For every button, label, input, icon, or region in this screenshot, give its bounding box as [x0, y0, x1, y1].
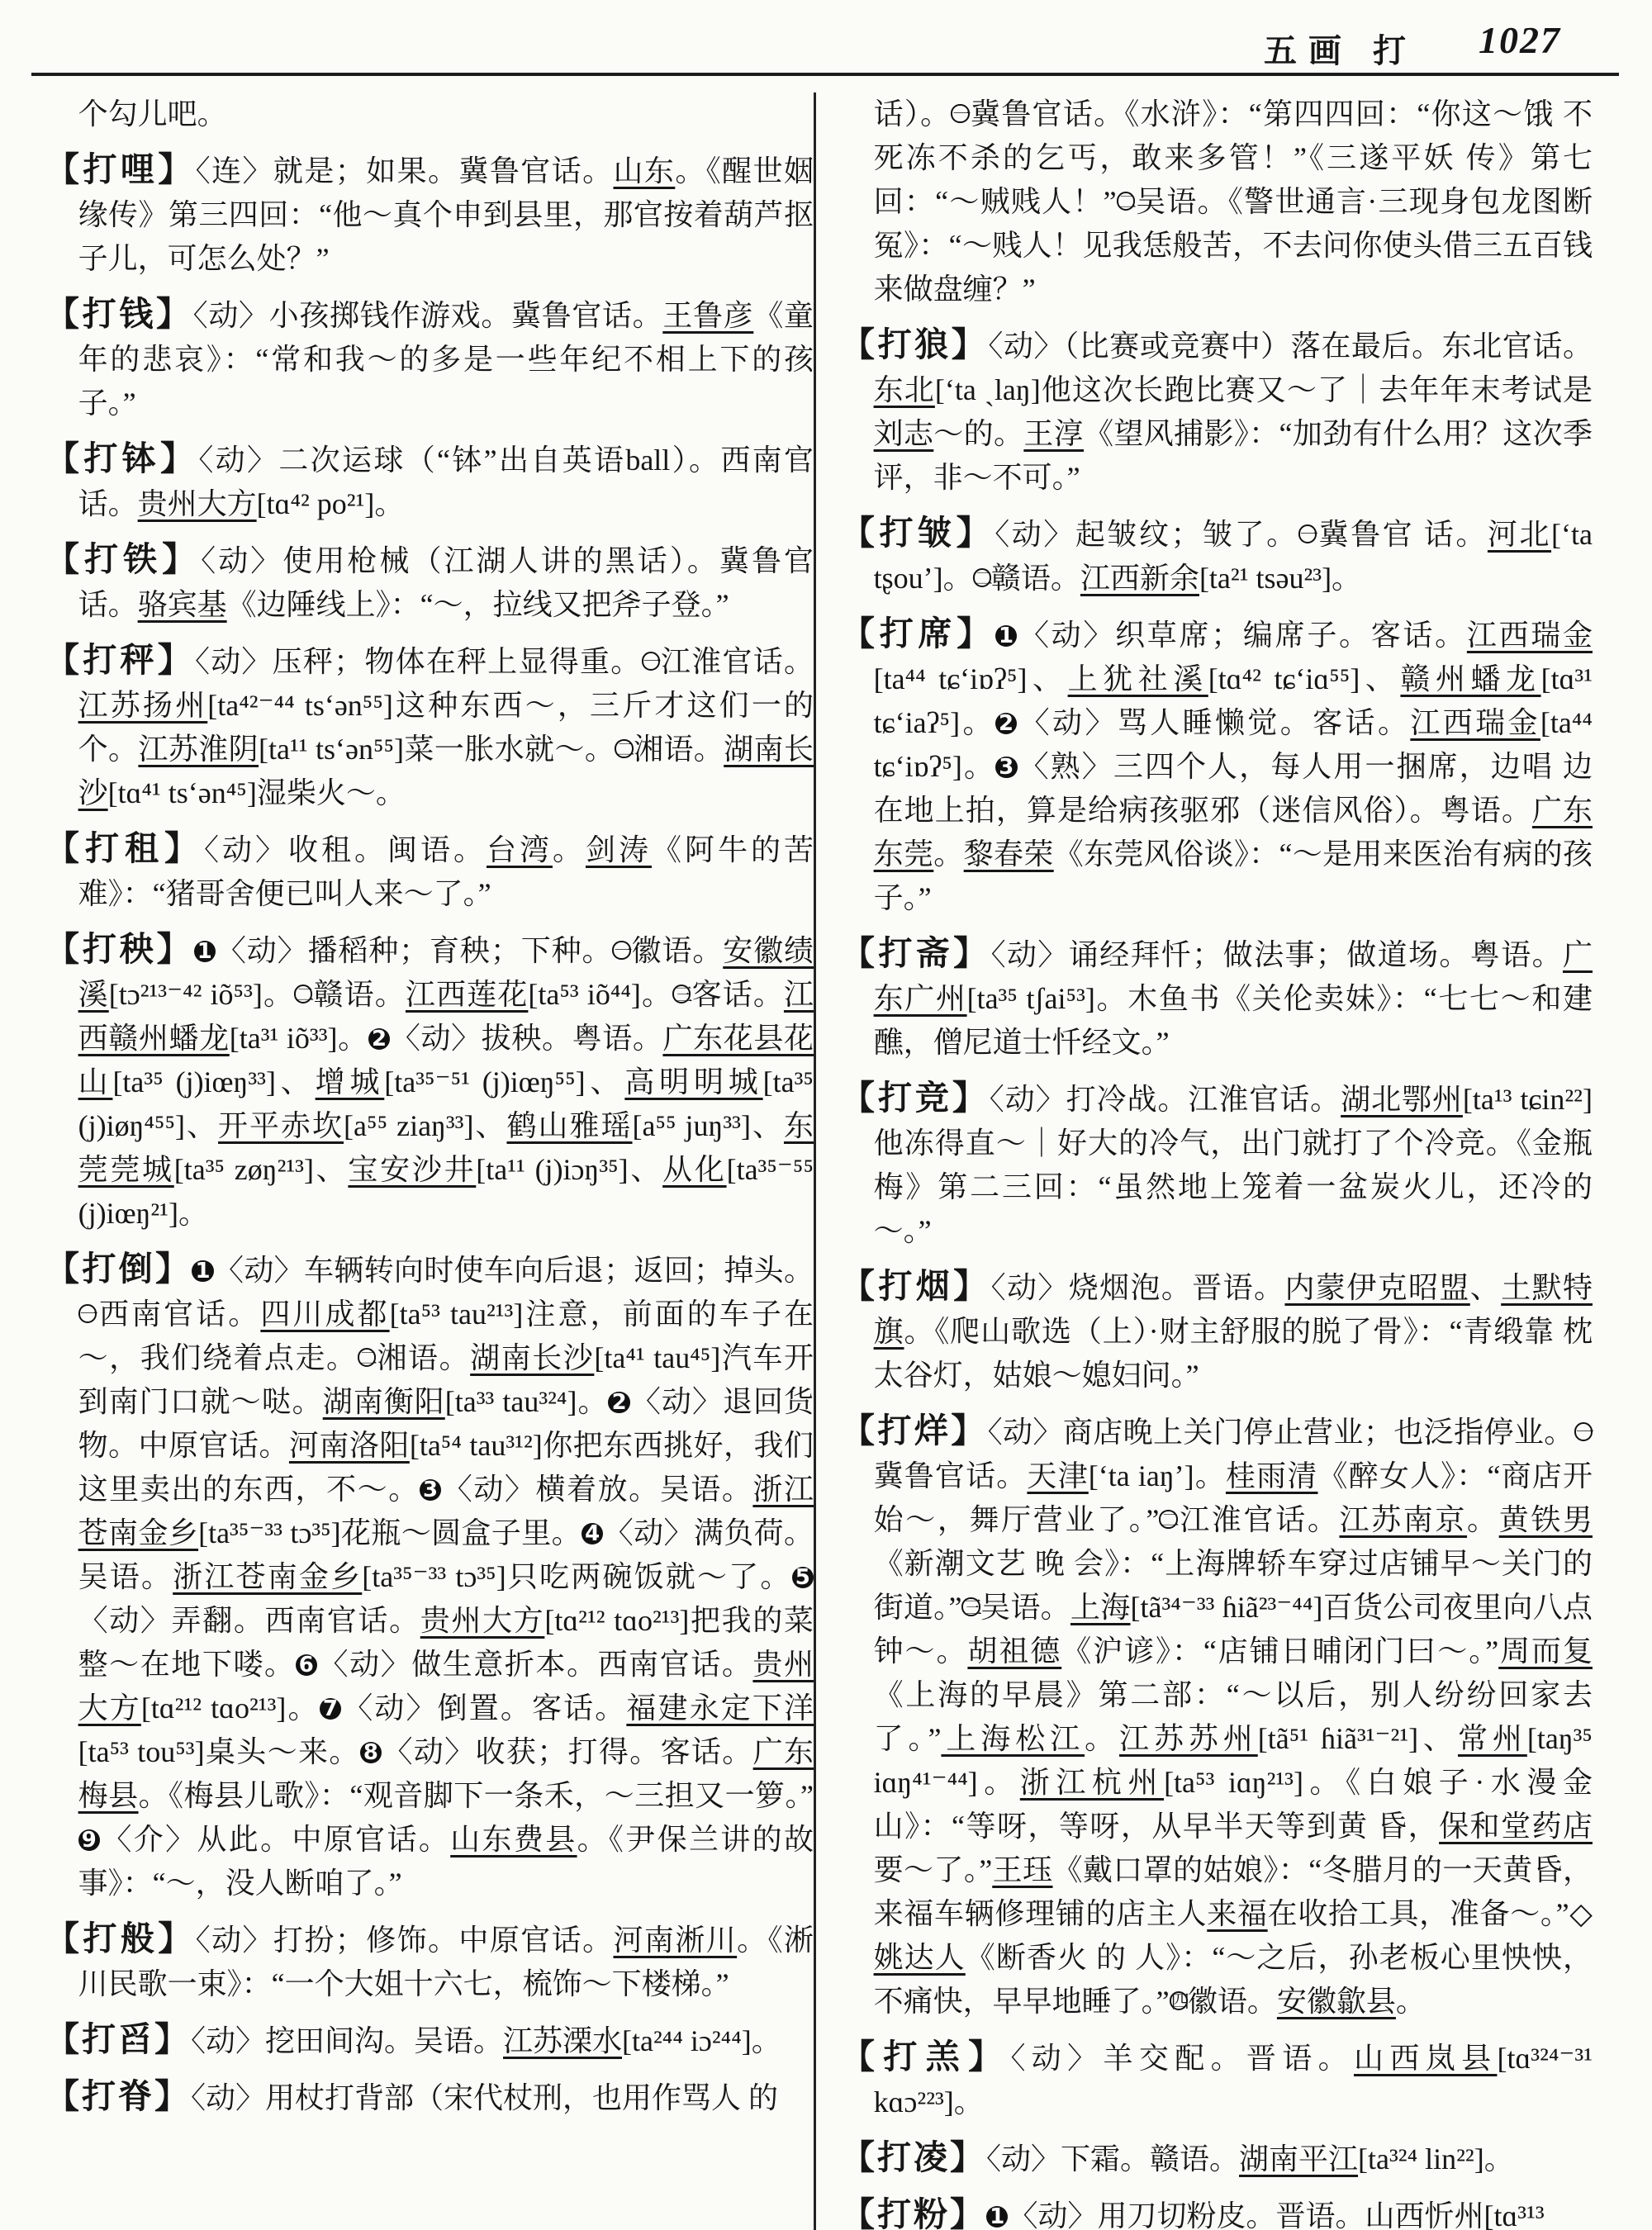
section-title: 五画 打	[1264, 32, 1417, 69]
proper-noun-mark: 江苏扬州	[78, 689, 208, 722]
dictionary-entry: 【打秤】〈动〉压秤；物体在秤上显得重。一江淮官话。江苏扬州[ta⁴²⁻⁴⁴ tsʻən⁵⁵]这种东西～，三斤才这们一的个。江苏淮阴[ta¹¹ tsʻən⁵⁵]菜一胀水就～。二湘语。湖南长沙[tɑ⁴¹ tsʻən⁴⁵]湿柴火～。	[45, 641, 814, 809]
sense-number-badge: 2	[608, 1392, 629, 1413]
left-column	[45, 93, 814, 2230]
proper-noun-mark: 江西瑞金	[1410, 706, 1540, 739]
proper-noun-mark: 赣州蟠龙	[1400, 662, 1541, 695]
proper-noun-mark: 上犹社溪	[1067, 662, 1208, 695]
entry-headword: 【打烟】	[841, 1267, 991, 1305]
proper-noun-mark: 山东费县	[450, 1823, 577, 1856]
proper-noun-mark: 东北	[873, 373, 935, 406]
proper-noun-mark: 台湾	[486, 833, 553, 866]
proper-noun-mark: 贵州大方	[78, 1648, 814, 1725]
proper-noun-mark: 胡祖德	[967, 1635, 1062, 1668]
proper-noun-mark: 剑涛	[585, 833, 652, 866]
sense-number-badge: 5	[792, 1567, 814, 1588]
proper-noun-mark: 内蒙伊克昭盟	[1284, 1271, 1470, 1304]
dialect-division-badge: 三	[674, 985, 693, 1006]
continuation-text: 个勾儿吧。	[78, 97, 227, 130]
entry-headword: 【打租】	[45, 829, 204, 867]
proper-noun-mark: 宝安沙井	[348, 1153, 477, 1186]
dictionary-entry: 【打烟】〈动〉烧烟泡。晋语。内蒙伊克昭盟、土默特旗。《爬山歌选（上）·财主舒服的脱了骨》：“青缎靠 枕 太谷灯，姑娘～媳妇问。”	[841, 1267, 1593, 1392]
dictionary-entry: 【打哩】〈连〉就是；如果。冀鲁官话。山东。《醒世姻缘传》第三四回：“他～真个申到县里，那官按着葫芦抠子儿，可怎么处？”	[45, 150, 814, 275]
sense-number-badge: 9	[78, 1829, 100, 1851]
proper-noun-mark: 湖南长沙	[78, 733, 814, 809]
dictionary-entry: 【打钵】〈动〉二次运球（“钵”出自英语ball）。西南官话。贵州大方[tɑ⁴² po²¹]。	[45, 439, 814, 520]
dialect-division-badge: 四	[1170, 1991, 1189, 2013]
proper-noun-mark: 周而复	[1498, 1635, 1593, 1668]
dialect-division-badge: 二	[358, 1348, 377, 1369]
proper-noun-mark: 河南洛阳	[288, 1429, 410, 1462]
proper-noun-mark: 来福	[1207, 1897, 1268, 1930]
dialect-division-badge: 一	[614, 941, 633, 962]
proper-noun-mark: 贵州大方	[420, 1604, 545, 1637]
proper-noun-mark: 王珏	[992, 1853, 1053, 1886]
entry-headword: 【打竞】	[841, 1079, 990, 1117]
dialect-division-badge: 一	[952, 104, 971, 126]
proper-noun-mark: 上海松江	[941, 1722, 1085, 1755]
sense-number-badge: 8	[360, 1742, 382, 1763]
text-columns	[45, 93, 1619, 2230]
dialect-division-badge: 二	[296, 985, 315, 1006]
entry-headword: 【打秤】	[45, 641, 195, 679]
dialect-division-badge: 三	[963, 1597, 982, 1619]
proper-noun-mark: 常州	[1457, 1722, 1527, 1755]
proper-noun-mark: 江苏苏州	[1119, 1722, 1258, 1755]
sense-number-badge: 2	[368, 1028, 390, 1050]
proper-noun-mark: 贵州大方	[137, 487, 257, 520]
entry-headword: 【打席】	[841, 614, 995, 652]
proper-noun-mark: 江苏南京	[1339, 1503, 1468, 1536]
proper-noun-mark: 姚达人	[873, 1941, 966, 1974]
sense-number-badge: 7	[320, 1698, 341, 1720]
proper-noun-mark: 江西赣州蟠龙	[78, 978, 814, 1055]
continuation-text: 话）。一冀鲁官话。《水浒》：“第四四回：“你这～饿 不死冻不杀的乞丐，敢来多管！”《三遂平妖 传》第七 回：“～贼贱人！”二吴语。《警世通言·三现身包龙图断冤》：“～贱人！见我恁般苦，不去问你使头借三五百钱来做盘缠？”	[873, 97, 1593, 306]
dictionary-entry: 【打铁】〈动〉使用枪械（江湖人讲的黑话）。冀鲁官话。骆宾基《边陲线上》：“～，拉线又把斧子登。”	[45, 540, 814, 621]
dictionary-entry: 【打脊】〈动〉用杖打背部（宋代杖刑，也用作骂人 的	[45, 2077, 779, 2115]
dictionary-entry: 【打般】〈动〉打扮；修饰。中原官话。河南淅川。《淅川民歌一束》：“一个大姐十六七，梳饰～下楼梯。”	[45, 1919, 814, 2000]
dictionary-entry: 【打狼】〈动〉（比赛或竞赛中）落在最后。东北官话。东北[ʻta ˏlaŋ]他这次长跑比赛又～了｜去年年末考试是刘志～的。王淳《望风捕影》：“加劲有什么用？这次季评，非～不可。”	[841, 325, 1593, 494]
proper-noun-mark: 山东	[613, 154, 676, 187]
sense-number-badge: 1	[986, 2206, 1008, 2228]
right-column	[814, 93, 1593, 2230]
sense-number-badge: 4	[582, 1523, 603, 1544]
proper-noun-mark: 湖南长沙	[470, 1341, 595, 1374]
dialect-division-badge: 二	[1161, 1510, 1180, 1531]
proper-noun-mark: 开平赤坎	[218, 1109, 344, 1142]
dictionary-entry: 【打粉】 1 〈动〉用刀切粉皮。晋语。山西忻州[tɑ³¹³	[841, 2193, 1593, 2230]
header-rule	[31, 73, 1619, 76]
proper-noun-mark: 江西新余	[1080, 562, 1199, 595]
proper-noun-mark: 江苏溧水	[503, 2024, 623, 2057]
dictionary-entry: 【打皱】〈动〉起皱纹；皱了。一冀鲁官 话。河北[ʻta tʂouʼ]。二赣语。江西新余[ta²¹ tsəu²³]。	[841, 514, 1593, 595]
proper-noun-mark: 河北	[1487, 518, 1552, 551]
proper-noun-mark: 山西岚县	[1354, 2042, 1498, 2075]
dictionary-entry: 【打舀】〈动〉挖田间沟。吴语。江苏溧水[ta²⁴⁴ iɔ²⁴⁴]。	[45, 2020, 781, 2058]
dialect-division-badge: 二	[974, 568, 993, 590]
proper-noun-mark: 浙江苍南金乡	[173, 1560, 363, 1593]
proper-noun-mark: 浙江苍南金乡	[78, 1473, 814, 1549]
proper-noun-mark: 刘志	[873, 417, 934, 450]
entry-headword: 【打狼】	[841, 325, 989, 363]
dictionary-entry: 【打席】 1 〈动〉织草席；编席子。客话。江西瑞金[ta⁴⁴ tɕʻiɒʔ⁵]、上犹社溪[tɑ⁴² tɕʻiɑ⁵⁵]、赣州蟠龙[tɑ³¹ tɕʻiaʔ⁵]。 2 〈动〉骂人睡懒觉。客话。江西瑞金[ta⁴⁴ tɕʻiɒʔ⁵]。 3 〈熟〉三四个人，每人用一捆席，边唱 边 在地上拍，算是给病孩驱邪（迷信风俗）。粤语。广东东莞。黎春荣《东莞风俗谈》：“～是用来医治有病的孩子。”	[841, 614, 1593, 914]
proper-noun-mark: 江苏淮阴	[138, 733, 259, 766]
dialect-division-badge: 一	[79, 1304, 98, 1326]
dictionary-entry: 【打钱】〈动〉小孩掷钱作游戏。冀鲁官话。王鲁彦《童年的悲哀》：“常和我～的多是一些年纪不相上下的孩子。”	[45, 295, 814, 420]
proper-noun-mark: 桂雨清	[1225, 1459, 1318, 1492]
dialect-division-badge: 一	[643, 652, 662, 673]
proper-noun-mark: 江西莲花	[405, 978, 529, 1011]
proper-noun-mark: 鹤山雅瑶	[506, 1109, 633, 1142]
entry-headword: 【打烊】	[841, 1412, 988, 1450]
entry-headword: 【打钵】	[45, 439, 199, 477]
page-header	[0, 12, 1619, 69]
proper-noun-mark: 广东花县花山	[78, 1022, 814, 1098]
proper-noun-mark: 广东广州	[873, 938, 1593, 1015]
proper-noun-mark: 安徽绩溪	[78, 934, 814, 1011]
dictionary-entry: 【打秧】 1 〈动〉播稻种；育秧；下种。一徽语。安徽绩溪[tɔ²¹³⁻⁴² iõ⁵³]。二赣语。江西莲花[ta⁵³ iõ⁴⁴]。三客话。江西赣州蟠龙[ta³¹ iõ³³]。 2 〈动〉拔秧。粤语。广东花县花山[ta³⁵ (j)iœŋ³³]、增城[ta³⁵⁻⁵¹ (j)iœŋ⁵⁵]、高明明城[ta³⁵ (j)iøŋ⁴⁵⁵]、开平赤坎[a⁵⁵ ziaŋ³³]、鹤山雅瑶[a⁵⁵ juŋ³³]、东莞莞城[ta³⁵ zøŋ²¹³]、宝安沙井[ta¹¹ (j)iɔŋ³⁵]、从化[ta³⁵⁻⁵⁵ (j)iœŋ²¹]。	[45, 930, 814, 1230]
page-number: 1027	[1479, 19, 1561, 61]
sense-number-badge: 6	[296, 1654, 317, 1676]
entry-headword: 【打粉】	[841, 2195, 986, 2230]
proper-noun-mark: 黎春荣	[963, 837, 1054, 871]
proper-noun-mark: 土默特旗	[873, 1271, 1593, 1348]
dictionary-entry: 【打斋】〈动〉诵经拜忏；做法事；做道场。粤语。广东广州[ta³⁵ tʃai⁵³]。木鱼书《关伦卖妹》：“七七～和建醮，僧尼道士忏经文。”	[841, 934, 1593, 1059]
sense-number-badge: 3	[995, 757, 1017, 778]
sense-number-badge: 3	[420, 1479, 441, 1501]
proper-noun-mark: 湖南衡阳	[322, 1385, 445, 1418]
proper-noun-mark: 高明明城	[624, 1065, 763, 1098]
proper-noun-mark: 上海	[1070, 1591, 1131, 1624]
proper-noun-mark: 浙江杭州	[1019, 1766, 1165, 1799]
proper-noun-mark: 骆宾基	[137, 588, 227, 621]
proper-noun-mark: 天津	[1027, 1459, 1089, 1492]
entry-headword: 【打凌】	[841, 2138, 986, 2176]
entry-headword: 【打斋】	[841, 934, 991, 972]
proper-noun-mark: 江西瑞金	[1466, 619, 1593, 652]
entry-headword: 【打钱】	[45, 295, 193, 333]
proper-noun-mark: 王鲁彦	[662, 299, 754, 332]
proper-noun-mark: 湖北鄂州	[1341, 1083, 1463, 1116]
dialect-division-badge: 一	[1575, 1422, 1594, 1444]
entry-headword: 【打皱】	[841, 514, 995, 552]
dictionary-entry: 【打烊】〈动〉商店晚上关门停止营业；也泛指停业。一冀鲁官话。天津[ʻta iaŋʼ]。桂雨清《醉女人》：“商店开始～，舞厅营业了。”二江淮官话。江苏南京。黄铁男《新潮文艺 晚 会》：“上海牌轿车穿过店铺早～关门的街道。”三吴语。上海[tã³⁴⁻³³ ɦiã²³⁻⁴⁴]百货公司夜里向八点钟～。胡祖德《沪谚》：“店铺日晡闭门曰～。”周而复《上海的早晨》第二部：“～以后，别人纷纷回家去了。”上海松江。江苏苏州[tã⁵¹ ɦiã³¹⁻²¹]、常州[taŋ³⁵ iɑŋ⁴¹⁻⁴⁴]。浙江杭州[ta⁵³ iɑŋ²¹³]。《白娘子·水漫金山》：“等呀，等呀，从早半天等到黄 昏，保和堂药店要～了。”王珏《戴口罩的姑娘》：“冬腊月的一天黄昏，来福车辆修理铺的店主人来福在收拾工具，准备～。”◇姚达人《断香火 的 人》：“～之后，孙老板心里怏怏，不痛快，早早地睡了。”四徽语。安徽歙县。	[841, 1412, 1594, 2018]
dialect-division-badge: 二	[616, 739, 635, 761]
dictionary-entry: 【打租】〈动〉收租。闽语。台湾。剑涛《阿牛的苦难》：“猪哥舍便已叫人来～了。”	[45, 829, 814, 910]
sense-number-badge: 1	[995, 625, 1017, 647]
proper-noun-mark: 王淳	[1023, 417, 1085, 450]
proper-noun-mark: 山西忻州	[1365, 2199, 1484, 2230]
sense-number-badge: 1	[194, 941, 216, 962]
sense-number-badge: 2	[995, 713, 1017, 734]
proper-noun-mark: 湖南平江	[1239, 2142, 1359, 2175]
proper-noun-mark: 保和堂药店	[1439, 1810, 1593, 1843]
proper-noun-mark: 河南淅川	[613, 1924, 738, 1957]
dictionary-entry: 【打倒】 1 〈动〉车辆转向时使车向后退；返回；掉头。一西南官话。四川成都[ta⁵³ tau²¹³]注意，前面的车子在～，我们绕着点走。二湘语。湖南长沙[ta⁴¹ tau⁴⁵]汽车开到南门口就～哒。湖南衡阳[ta³³ tau³²⁴]。 2 〈动〉退回货物。中原官话。河南洛阳[ta⁵⁴ tau³¹²]你把东西挑好，我们这里卖出的东西，不～。 3 〈动〉横着放。吴语。浙江苍南金乡[ta³⁵⁻³³ tɔ³⁵]花瓶～圆盒子里。 4 〈动〉满负荷。吴语。浙江苍南金乡[ta³⁵⁻³³ tɔ³⁵]只吃两碗饭就～了。 5〈动〉弄翻。西南官话。贵州大方[tɑ²¹² tɑo²¹³]把我的菜整～在地下喽。 6 〈动〉做生意折本。西南官话。贵州大方[tɑ²¹² tɑo²¹³]。 7 〈动〉倒置。客话。福建永定下洋[ta⁵³ tou⁵³]桌头～来。 8 〈动〉收获；打得。客话。广东梅县。《梅县儿歌》：“观音脚下一条禾，～三担又一箩。”9 〈介〉从此。中原官话。山东费县。《尹保兰讲的故事》：“～，没人断咱了。”	[45, 1250, 814, 1900]
dictionary-entry: 【打竞】〈动〉打冷战。江淮官话。湖北鄂州[ta¹³ tɕin²²]他冻得直～｜好大的冷气，出门就打了个冷竞。《金瓶梅》第二三回：“虽然地上笼着一盆炭火儿，还冷的～。”	[841, 1079, 1593, 1247]
dialect-division-badge: 二	[1118, 192, 1137, 213]
dialect-division-badge: 一	[1299, 524, 1319, 546]
entry-headword: 【打般】	[45, 1919, 196, 1957]
entry-headword: 【打羔】	[841, 2038, 1011, 2076]
entry-headword: 【打舀】	[45, 2020, 191, 2058]
proper-noun-mark: 从化	[662, 1153, 727, 1186]
proper-noun-mark: 安徽歙县	[1276, 1985, 1396, 2018]
proper-noun-mark: 四川成都	[260, 1298, 390, 1331]
dictionary-entry: 【打凌】〈动〉下霜。赣语。湖南平江[ta³²⁴ lin²²]。	[841, 2138, 1514, 2176]
proper-noun-mark: 东莞莞城	[78, 1109, 814, 1186]
proper-noun-mark: 黄铁男	[1498, 1503, 1593, 1536]
proper-noun-mark: 广东东莞	[873, 794, 1593, 871]
proper-noun-mark: 广东梅县	[78, 1735, 814, 1812]
entry-headword: 【打铁】	[45, 540, 202, 578]
entry-headword: 【打秧】	[45, 930, 194, 968]
entry-headword: 【打倒】	[45, 1250, 192, 1288]
dictionary-entry: 【打羔】〈动〉羊交配。晋语。山西岚县[tɑ³²⁴⁻³¹ kɑɔ²²³]。	[841, 2038, 1593, 2118]
entry-headword: 【打哩】	[45, 150, 196, 188]
sense-number-badge: 1	[192, 1260, 213, 1282]
entry-headword: 【打脊】	[45, 2077, 191, 2115]
proper-noun-mark: 福建永定下洋	[626, 1691, 814, 1725]
proper-noun-mark: 增城	[315, 1065, 385, 1098]
